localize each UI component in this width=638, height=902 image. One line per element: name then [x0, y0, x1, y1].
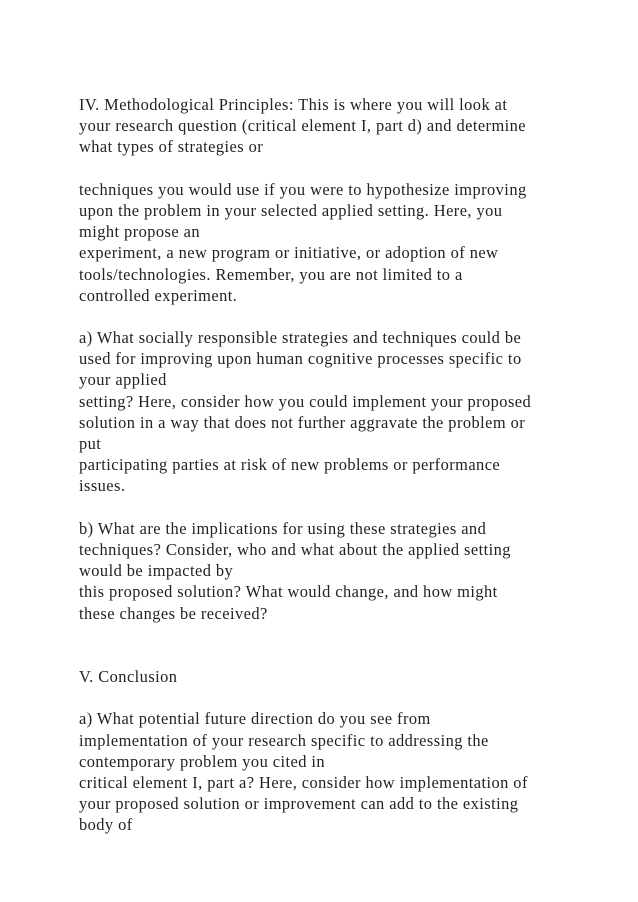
text-line: critical element I, part a? Here, consider how implementation of	[79, 773, 528, 793]
text-line: controlled experiment.	[79, 285, 238, 305]
conclusion-heading: V. Conclusion	[79, 667, 178, 687]
text-line: IV. Methodological Principles: This is where you will look at	[79, 95, 508, 114]
section4-part-b	[79, 518, 619, 624]
text-line: this proposed solution? What would change, and how might	[79, 582, 498, 602]
text-line: solution in a way that does not further aggravate the problem or	[79, 412, 526, 432]
text-line: techniques? Consider, who and what about the applied setting	[79, 539, 511, 559]
text-line: implementation of your research specific to addressing the	[79, 730, 489, 750]
text-line: might propose an	[79, 222, 201, 242]
text-line: your proposed solution or improvement can add to the existing	[79, 794, 519, 814]
section4-part-a	[79, 327, 619, 497]
text-line: these changes be received?	[79, 603, 268, 623]
text-line: body of	[79, 815, 133, 835]
paragraph-gap	[79, 158, 619, 179]
text-line: a) What potential future direction do you see from	[79, 709, 431, 729]
section5-part-a	[79, 708, 619, 835]
text-line: b) What are the implications for using these strategies and	[79, 518, 487, 538]
paragraph-gap	[79, 497, 619, 518]
text-line: would be impacted by	[79, 561, 234, 581]
methodological-principles-intro	[79, 94, 619, 158]
text-line: tools/technologies. Remember, you are not limited to a	[79, 264, 463, 284]
text-line: experiment, a new program or initiative, or adoption of new	[79, 243, 499, 263]
text-line: a) What socially responsible strategies and techniques could be	[79, 328, 522, 348]
text-line: setting? Here, consider how you could implement your proposed	[79, 391, 532, 411]
text-line: put	[79, 434, 102, 453]
text-line: participating parties at risk of new problems or performance	[79, 455, 501, 475]
methodological-principles-continuation	[79, 179, 619, 306]
paragraph-gap	[79, 624, 619, 666]
text-line: upon the problem in your selected applied setting. Here, you	[79, 200, 503, 220]
paragraph-gap	[79, 306, 619, 327]
text-line: your research question (critical element I, part d) and determine	[79, 116, 527, 136]
text-line: your applied	[79, 370, 167, 390]
text-line: techniques you would use if you were to hypothesize improving	[79, 179, 527, 199]
text-line: used for improving upon human cognitive processes specific to	[79, 349, 522, 369]
paragraph-gap	[79, 687, 619, 708]
text-line: contemporary problem you cited in	[79, 751, 326, 771]
text-line: issues.	[79, 476, 126, 496]
text-line: what types of strategies or	[79, 137, 264, 157]
document-body	[79, 94, 619, 836]
